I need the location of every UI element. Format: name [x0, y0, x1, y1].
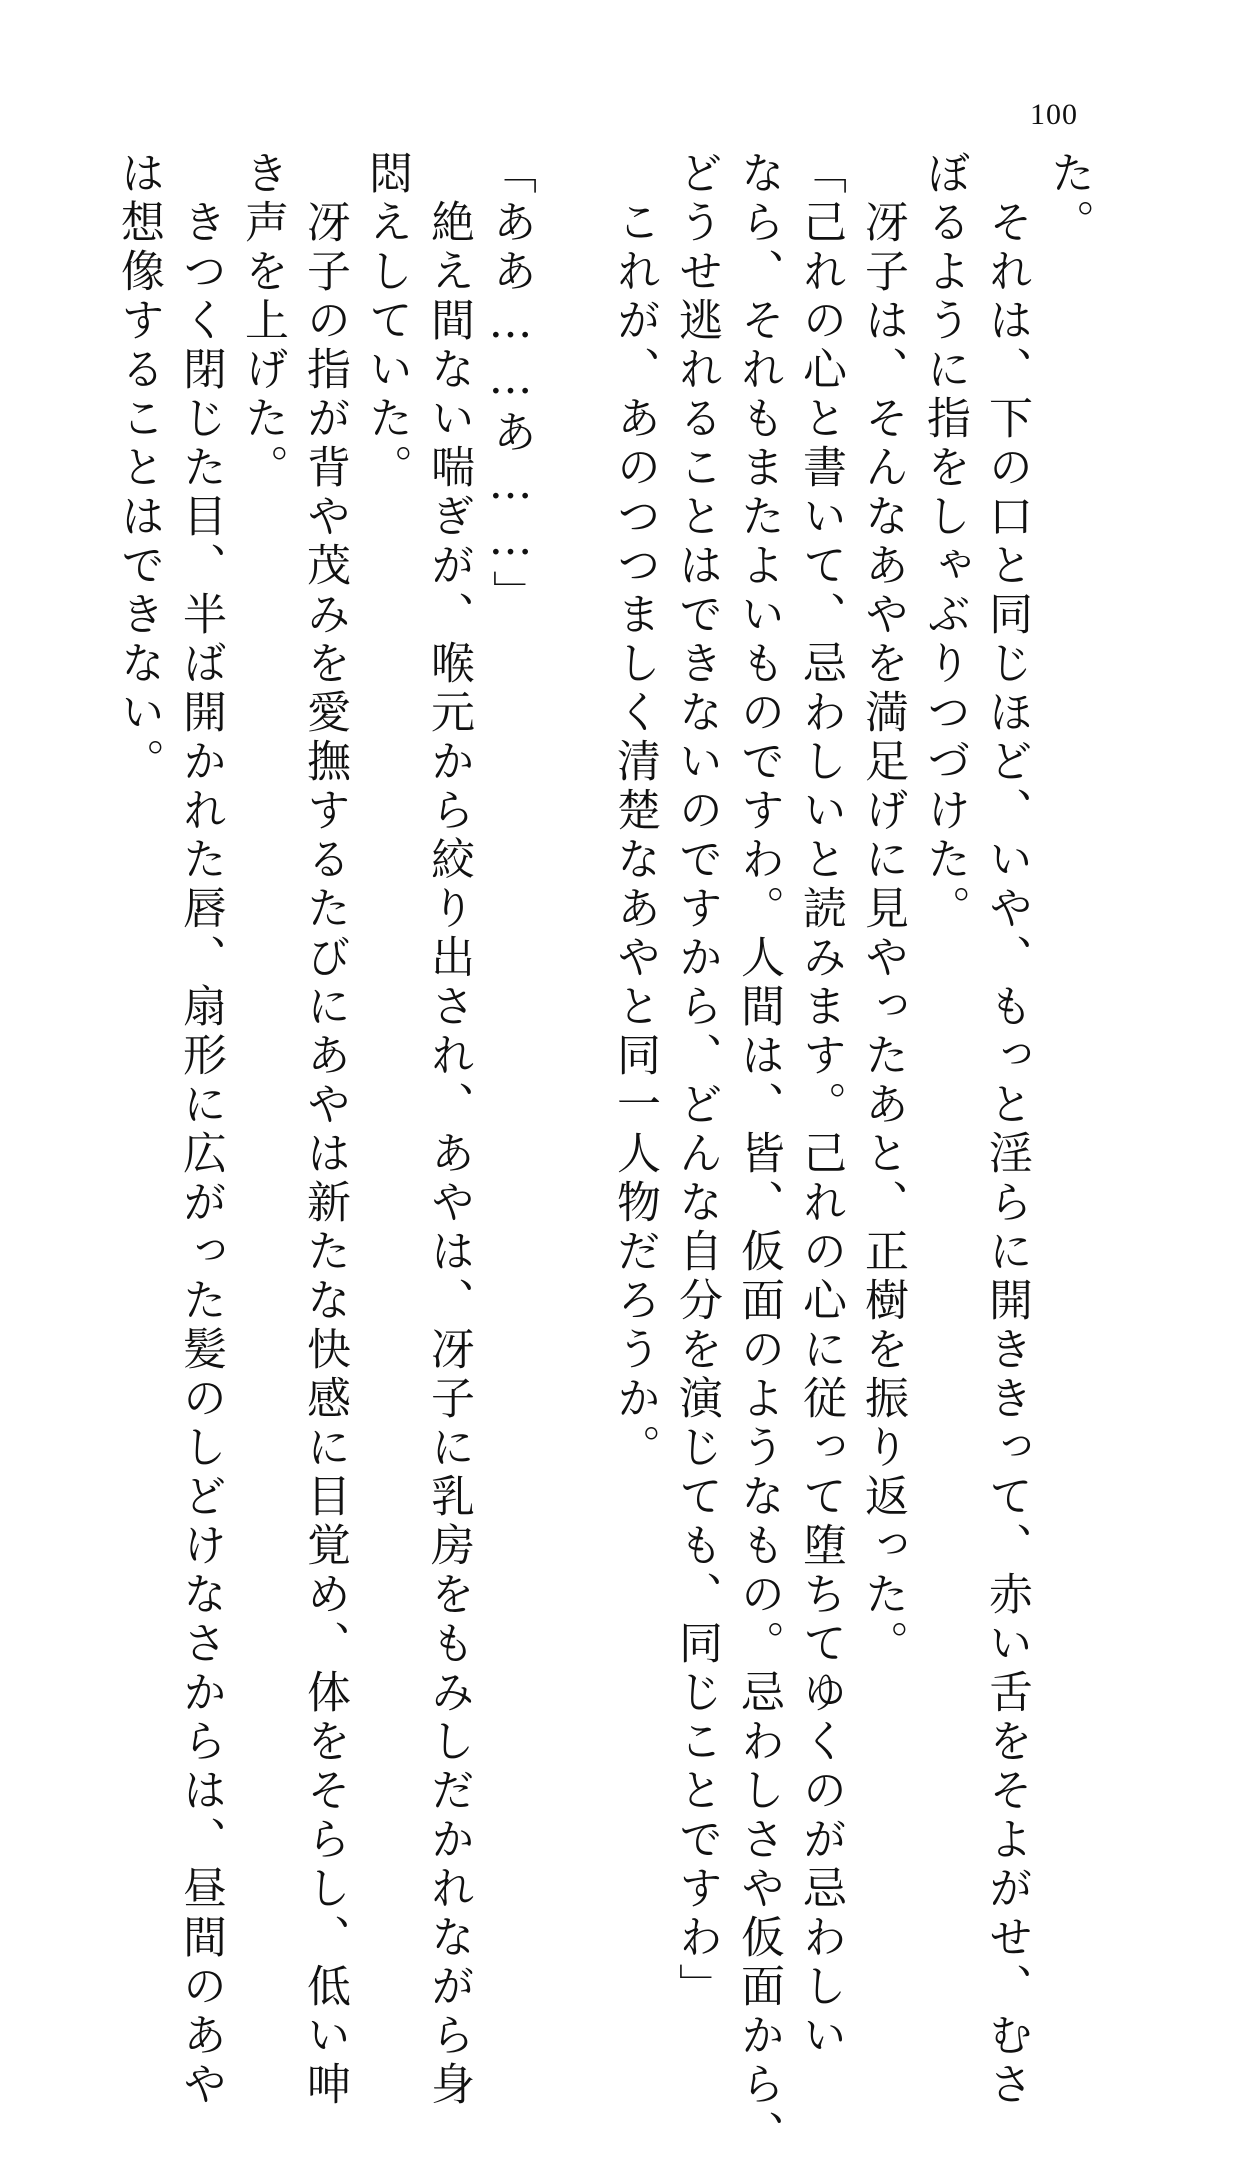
text-column: き声を上げた。	[237, 150, 288, 493]
text-column: それは、下の口と同じほど、いや、もっと淫らに開ききって、赤い舌をそよがせ、むさ	[981, 150, 1032, 2110]
text-column: 冴子の指が背や茂みを愛撫するたびにあやは新たな快感に目覚め、体をそらし、低い呻	[299, 150, 350, 2110]
text-column: これが、あのつつましく清楚なあやと同一人物だろうか。	[609, 150, 660, 1473]
vertical-text-block	[90, 150, 1094, 2159]
text-column: なら、それもまたよいものですわ。人間は、皆、仮面のようなもの。忌わしさや仮面から、	[733, 150, 784, 2159]
text-column: た。	[1043, 150, 1094, 248]
text-column: 冴子は、そんなあやを満足げに見やったあと、正樹を振り返った。	[857, 150, 908, 1669]
text-column: ぼるように指をしゃぶりつづけた。	[919, 150, 970, 934]
text-column: 悶えしていた。	[361, 150, 412, 493]
text-column: 「ああ……あ……」	[485, 150, 536, 619]
text-column: 絶え間ない喘ぎが、喉元から絞り出され、あやは、冴子に乳房をもみしだかれながら身	[423, 150, 474, 2110]
text-column: は想像することはできない。	[113, 150, 164, 787]
text-column: 「己れの心と書いて、忌わしいと読みます。己れの心に従って堕ちてゆくのが忌わしい	[795, 150, 846, 2061]
page-number: 100	[1030, 98, 1078, 131]
text-column: きつく閉じた目、半ば開かれた唇、扇形に広がった髪のしどけなさからは、昼間のあや	[175, 150, 226, 2110]
text-column: どうせ逃れることはできないのですから、どんな自分を演じても、同じことですわ」	[671, 150, 722, 2012]
